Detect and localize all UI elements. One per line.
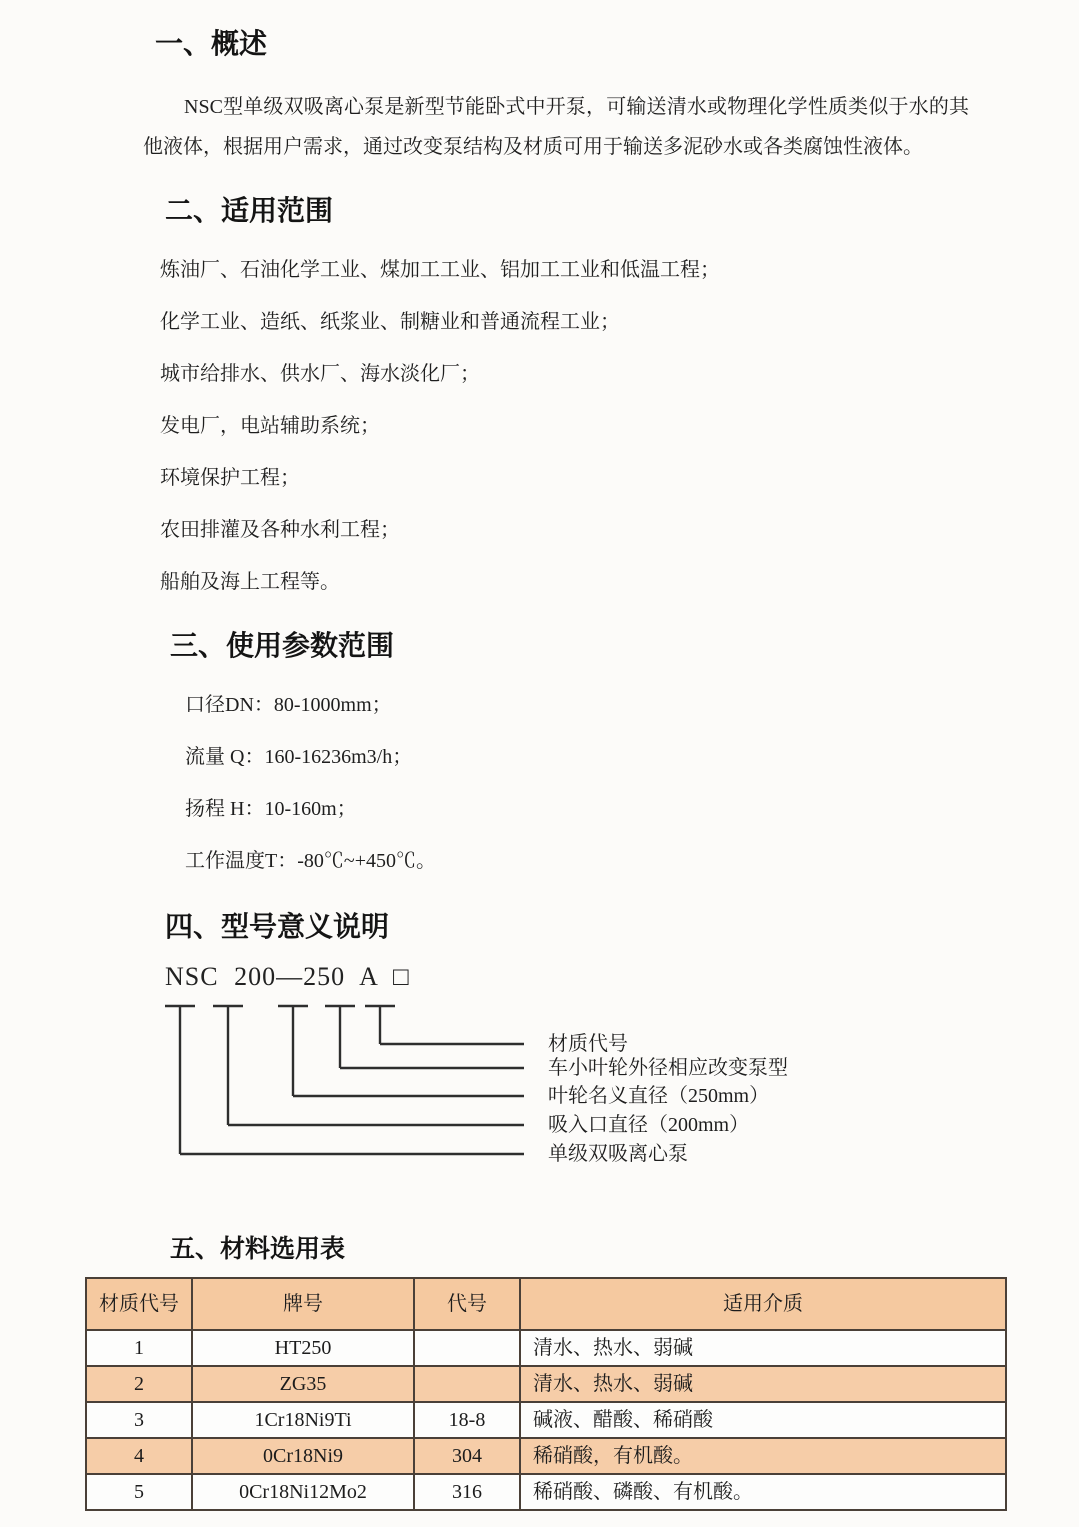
section-heading-overview: 一、概述 <box>155 28 268 59</box>
cell-material-code: 5 <box>86 1474 192 1510</box>
model-label-material-code: 材质代号 <box>548 1033 628 1055</box>
cell-material-code: 2 <box>86 1366 192 1402</box>
scope-item: 炼油厂、石油化学工业、煤加工工业、铝加工工业和低温工程； <box>160 259 720 281</box>
section-heading-parameters: 三、使用参数范围 <box>170 630 395 661</box>
cell-grade: HT250 <box>192 1330 414 1366</box>
cell-grade: 0Cr18Ni9 <box>192 1438 414 1474</box>
scope-item: 船舶及海上工程等。 <box>160 571 340 593</box>
table-row <box>86 1402 1006 1438</box>
model-code: NSC 200—250 A □ <box>165 962 410 991</box>
model-label-pump-type: 单级双吸离心泵 <box>548 1143 688 1165</box>
parameter-list <box>143 693 969 873</box>
parameter-item: 口径DN：80-1000mm； <box>185 694 392 716</box>
scope-item: 农田排灌及各种水利工程； <box>160 519 400 541</box>
section-heading-scope: 二、适用范围 <box>165 195 334 226</box>
cell-material-code: 4 <box>86 1438 192 1474</box>
cell-grade: 1Cr18Ni9Ti <box>192 1402 414 1438</box>
overview-paragraph: NSC型单级双吸离心泵是新型节能卧式中开泵，可输送清水或物理化学性质类似于水的其他液体，根据用户需求，通过改变泵结构及材质可用于输送多泥砂水或各类腐蚀性液体。 <box>143 96 969 158</box>
parameter-item: 工作温度T：-80℃~+450℃。 <box>185 850 436 872</box>
cell-code <box>414 1330 520 1366</box>
cell-code: 18-8 <box>414 1402 520 1438</box>
table-header-row <box>86 1278 1006 1330</box>
table-row <box>86 1474 1006 1510</box>
column-header-code: 代号 <box>414 1278 520 1330</box>
scope-item: 城市给排水、供水厂、海水淡化厂； <box>160 363 480 385</box>
scope-item: 发电厂，电站辅助系统； <box>160 415 380 437</box>
cell-material-code: 1 <box>86 1330 192 1366</box>
cell-material-code: 3 <box>86 1402 192 1438</box>
parameter-item: 流量 Q：160-16236m3/h； <box>185 746 413 768</box>
model-label-impeller-diameter: 叶轮名义直径（250mm） <box>548 1085 770 1107</box>
scope-item: 化学工业、造纸、纸浆业、制糖业和普通流程工业； <box>160 311 620 333</box>
model-breakdown-diagram <box>143 962 969 1165</box>
cell-grade: 0Cr18Ni12Mo2 <box>192 1474 414 1510</box>
model-label-suction-diameter: 吸入口直径（200mm） <box>548 1114 750 1136</box>
table-row <box>86 1438 1006 1474</box>
scope-item: 环境保护工程； <box>160 467 300 489</box>
section-heading-model: 四、型号意义说明 <box>165 911 390 942</box>
material-selection-table <box>85 1277 1007 1511</box>
model-label-trimmed-impeller: 车小叶轮外径相应改变泵型 <box>548 1057 788 1079</box>
cell-code <box>414 1366 520 1402</box>
cell-media: 清水、热水、弱碱 <box>520 1330 1006 1366</box>
table-row <box>86 1366 1006 1402</box>
cell-media: 碱液、醋酸、稀硝酸 <box>520 1402 1006 1438</box>
column-header-material-code: 材质代号 <box>86 1278 192 1330</box>
cell-grade: ZG35 <box>192 1366 414 1402</box>
cell-code: 304 <box>414 1438 520 1474</box>
column-header-media: 适用介质 <box>520 1278 1006 1330</box>
column-header-grade: 牌号 <box>192 1278 414 1330</box>
scope-list <box>143 258 969 594</box>
cell-media: 稀硝酸、磷酸、有机酸。 <box>520 1474 1006 1510</box>
cell-code: 316 <box>414 1474 520 1510</box>
parameter-item: 扬程 H：10-160m； <box>185 798 357 820</box>
table-row <box>86 1330 1006 1366</box>
section-heading-materials: 五、材料选用表 <box>170 1235 346 1263</box>
cell-media: 稀硝酸，有机酸。 <box>520 1438 1006 1474</box>
cell-media: 清水、热水、弱碱 <box>520 1366 1006 1402</box>
